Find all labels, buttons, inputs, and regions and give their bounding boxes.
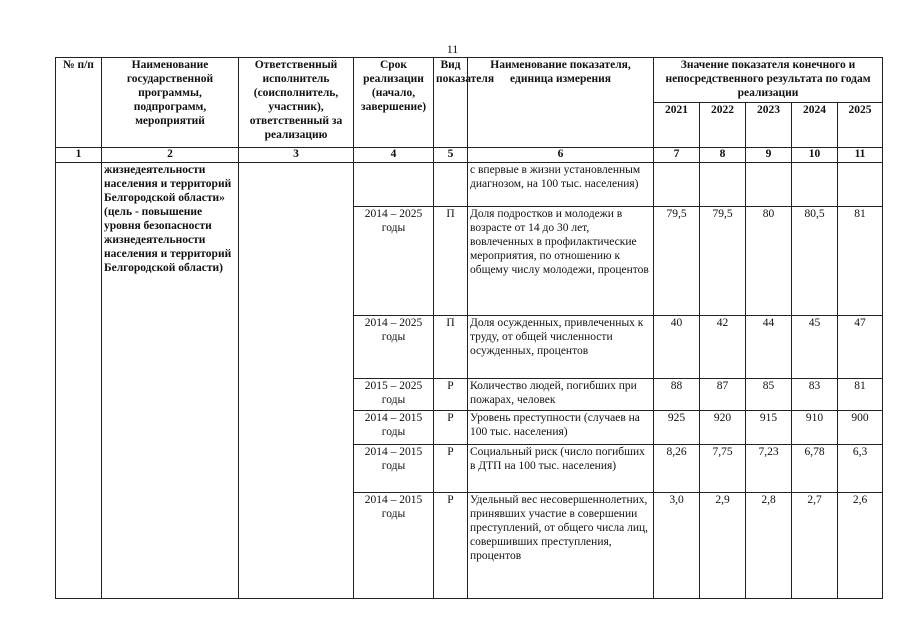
term-cell: 2015 – 2025 годы: [354, 379, 434, 411]
column-number: 9: [746, 148, 792, 163]
header-year: 2023: [746, 103, 792, 148]
indicator-cell: Доля осужденных, привлеченных к труду, от общей численности осужденных, процентов: [468, 316, 654, 379]
executor-cell: [239, 163, 354, 599]
table-row: [56, 163, 883, 207]
value-cell: [792, 163, 838, 207]
value-cell: [838, 163, 883, 207]
value-cell: 8,26: [654, 445, 700, 493]
indicator-cell: Удельный вес несовершеннолетних, принявших участие в совершении преступлений, от общего числа лиц, совершивших преступления, процентов: [468, 493, 654, 599]
value-cell: 6,3: [838, 445, 883, 493]
value-cell: 47: [838, 316, 883, 379]
value-cell: 45: [792, 316, 838, 379]
program-cell: жизнедеятельности населения и территорий Белгородской области» (цель - повышение уровня безопасности жизнедеятельности населения и территорий Белгородской области): [102, 163, 239, 599]
header-term: Срок реализации (начало, завершение): [354, 58, 434, 148]
column-number: 5: [434, 148, 468, 163]
column-number: 7: [654, 148, 700, 163]
value-cell: 88: [654, 379, 700, 411]
value-cell: 2,9: [700, 493, 746, 599]
column-number: 10: [792, 148, 838, 163]
value-cell: 900: [838, 411, 883, 445]
value-cell: 2,8: [746, 493, 792, 599]
value-cell: 85: [746, 379, 792, 411]
indicator-cell: Доля подростков и молодежи в возрасте от 14 до 30 лет, вовлеченных в профилактические мероприятия, по отношению к общему числу молодежи, процентов: [468, 207, 654, 316]
kind-cell: Р: [434, 411, 468, 445]
header-indicator: Наименование показателя, единица измерения: [468, 58, 654, 148]
value-cell: 920: [700, 411, 746, 445]
kind-cell: П: [434, 207, 468, 316]
header-year: 2025: [838, 103, 883, 148]
indicator-cell: Социальный риск (число погибших в ДТП на 100 тыс. населения): [468, 445, 654, 493]
kind-cell: [434, 163, 468, 207]
indicator-cell: с впервые в жизни установленным диагнозом, на 100 тыс. населения): [468, 163, 654, 207]
page-number: 11: [446, 42, 459, 56]
value-cell: 915: [746, 411, 792, 445]
term-cell: 2014 – 2015 годы: [354, 445, 434, 493]
value-cell: 80,5: [792, 207, 838, 316]
column-number: 11: [838, 148, 883, 163]
header-year: 2024: [792, 103, 838, 148]
value-cell: 3,0: [654, 493, 700, 599]
value-cell: 79,5: [700, 207, 746, 316]
column-number: 8: [700, 148, 746, 163]
value-cell: 925: [654, 411, 700, 445]
indicator-cell: Уровень преступности (случаев на 100 тыс. населения): [468, 411, 654, 445]
value-cell: 7,23: [746, 445, 792, 493]
value-cell: 81: [838, 207, 883, 316]
kind-cell: П: [434, 316, 468, 379]
term-cell: 2014 – 2025 годы: [354, 207, 434, 316]
value-cell: [654, 163, 700, 207]
value-cell: 2,6: [838, 493, 883, 599]
column-number: 2: [102, 148, 239, 163]
value-cell: 87: [700, 379, 746, 411]
header-kind: Вид показателя: [434, 58, 468, 148]
num-cell: [56, 163, 102, 599]
indicators-table: [55, 57, 883, 599]
value-cell: 79,5: [654, 207, 700, 316]
term-cell: 2014 – 2025 годы: [354, 316, 434, 379]
header-year: 2022: [700, 103, 746, 148]
header-year: 2021: [654, 103, 700, 148]
value-cell: 80: [746, 207, 792, 316]
column-number-row: [56, 148, 883, 163]
header-values-group: Значение показателя конечного и непосредственного результата по годам реализации: [654, 58, 883, 103]
value-cell: 44: [746, 316, 792, 379]
kind-cell: Р: [434, 493, 468, 599]
term-cell: [354, 163, 434, 207]
value-cell: 910: [792, 411, 838, 445]
term-cell: 2014 – 2015 годы: [354, 411, 434, 445]
kind-cell: Р: [434, 445, 468, 493]
header-program: Наименование государственной программы, подпрограмм, мероприятий: [102, 58, 239, 148]
column-number: 6: [468, 148, 654, 163]
value-cell: 6,78: [792, 445, 838, 493]
column-number: 3: [239, 148, 354, 163]
header-executor: Ответственный исполнитель (соисполнитель, участник), ответственный за реализацию: [239, 58, 354, 148]
header-num: № п/п: [56, 58, 102, 148]
term-cell: 2014 – 2015 годы: [354, 493, 434, 599]
kind-cell: Р: [434, 379, 468, 411]
value-cell: [700, 163, 746, 207]
value-cell: [746, 163, 792, 207]
value-cell: 81: [838, 379, 883, 411]
value-cell: 83: [792, 379, 838, 411]
value-cell: 40: [654, 316, 700, 379]
column-number: 4: [354, 148, 434, 163]
indicator-cell: Количество людей, погибших при пожарах, человек: [468, 379, 654, 411]
value-cell: 2,7: [792, 493, 838, 599]
value-cell: 7,75: [700, 445, 746, 493]
value-cell: 42: [700, 316, 746, 379]
column-number: 1: [56, 148, 102, 163]
